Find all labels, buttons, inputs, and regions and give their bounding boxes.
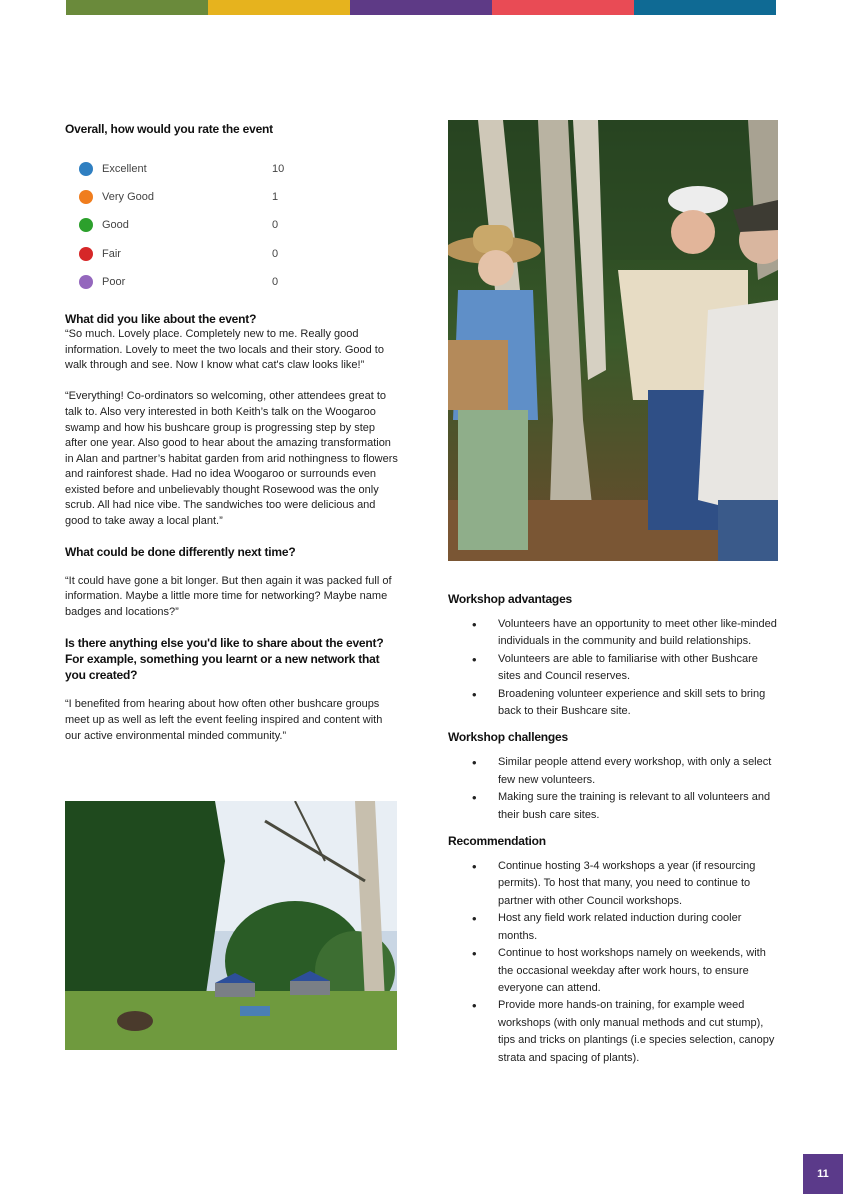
bar-segment-purple bbox=[350, 0, 492, 15]
list-item: • Volunteers are able to familiarise with other Bushcare sites and Council reserves. bbox=[472, 651, 783, 686]
differently-quote: “It could have gone a bit longer. But then again it was packed full of information. Maybe a little more time for networking? Maybe name badges and locations?” bbox=[65, 574, 392, 618]
advantages-list bbox=[472, 616, 783, 720]
challenges-heading: Workshop challenges bbox=[448, 730, 569, 745]
liked-quote-1: “So much. Lovely place. Completely new to me. Really good information. Lovely to meet the two locals and their story. Good to walk through and see. Now I know what cat's claw looks like!” bbox=[65, 327, 384, 372]
rating-label: Poor bbox=[102, 275, 126, 288]
list-item: • Broadening volunteer experience and skill sets to bring back to their Bushcare site. bbox=[472, 686, 783, 721]
rating-count: 0 bbox=[272, 247, 279, 260]
recommendation-heading: Recommendation bbox=[448, 834, 546, 849]
legend-dot-icon bbox=[79, 162, 93, 176]
list-item: • Continue to host workshops namely on weekends, with the occasional weekday after work hours, to ensure everyone can attend. bbox=[472, 945, 783, 997]
rating-row bbox=[79, 211, 400, 239]
list-item: • Continue hosting 3-4 workshops a year (if resourcing permits). To host that many, you need to continue to partner with other Council workshops. bbox=[472, 858, 783, 910]
share-quote: “I benefited from hearing about how often other bushcare groups meet up as well as left the event feeling inspired and content with our active environmental minded community.” bbox=[65, 698, 383, 742]
list-item: • Provide more hands-on training, for example weed workshops (with only manual methods and cut stump), tips and tricks on plantings (i.e species selection, canopy strata and spacing of plants). bbox=[472, 997, 783, 1067]
rating-list bbox=[79, 155, 400, 296]
legend-dot-icon bbox=[79, 275, 93, 289]
right-column bbox=[448, 591, 783, 1067]
survey-question: Overall, how would you rate the event bbox=[65, 122, 273, 136]
bar-segment-green bbox=[66, 0, 208, 15]
list-item: • Host any field work related induction during cooler months. bbox=[472, 910, 783, 945]
rating-count: 0 bbox=[272, 219, 279, 232]
rating-label: Fair bbox=[102, 247, 121, 260]
list-item: • Similar people attend every workshop, with only a select few new volunteers. bbox=[472, 754, 783, 789]
legend-dot-icon bbox=[79, 190, 93, 204]
rating-row bbox=[79, 155, 400, 183]
differently-heading: What could be done differently next time? bbox=[65, 544, 296, 559]
list-item: • Volunteers have an opportunity to meet other like-minded individuals in the community and build relationships. bbox=[472, 616, 783, 651]
rating-count: 10 bbox=[272, 163, 285, 176]
rating-row bbox=[79, 240, 400, 268]
legend-dot-icon bbox=[79, 247, 93, 261]
photo-park-gathering bbox=[65, 801, 397, 1050]
share-heading: Is there anything else you'd like to share about the event? For example, something you learnt or a new network that you created? bbox=[65, 636, 384, 683]
rating-row bbox=[79, 268, 400, 296]
park-gathering-photo-graphic bbox=[65, 801, 397, 1050]
list-item: • Making sure the training is relevant to all volunteers and their bush care sites. bbox=[472, 789, 783, 824]
rating-row bbox=[79, 183, 400, 211]
rating-label: Very Good bbox=[102, 191, 154, 204]
photo-volunteers-inspecting-tree bbox=[448, 120, 778, 561]
liked-heading: What did you like about the event? bbox=[65, 311, 257, 326]
rating-count: 1 bbox=[272, 191, 279, 204]
legend-dot-icon bbox=[79, 218, 93, 232]
tree-inspection-photo-graphic bbox=[448, 120, 778, 561]
challenges-list bbox=[472, 754, 783, 824]
left-column bbox=[65, 121, 400, 744]
bar-segment-blue bbox=[634, 0, 776, 15]
advantages-heading: Workshop advantages bbox=[448, 592, 573, 606]
rating-count: 0 bbox=[272, 275, 279, 288]
liked-quote-2: “Everything! Co-ordinators so welcoming, other attendees great to talk to. Also very interested in both Keith’s talk on the Woogaroo swamp and how his bushcare group is progressing step by step after one year. Also good to hear about the amazing transformation in Alan and partner’s habitat garden from arid nothingness to flowers and rainforest shade. Had no idea Woogaroo or surrounds even existed before and unbelievably thought Rosewood was the only scrub. All had nice vibe. The sandwiches too were delicious and good to take away a local plant.” bbox=[65, 390, 398, 528]
bar-segment-red bbox=[492, 0, 634, 15]
recommendation-list bbox=[472, 858, 783, 1067]
rating-label: Excellent bbox=[102, 163, 147, 176]
rating-label: Good bbox=[102, 219, 129, 232]
brand-color-bar bbox=[66, 0, 776, 15]
page-number: 11 bbox=[803, 1154, 843, 1194]
bar-segment-yellow bbox=[208, 0, 350, 15]
